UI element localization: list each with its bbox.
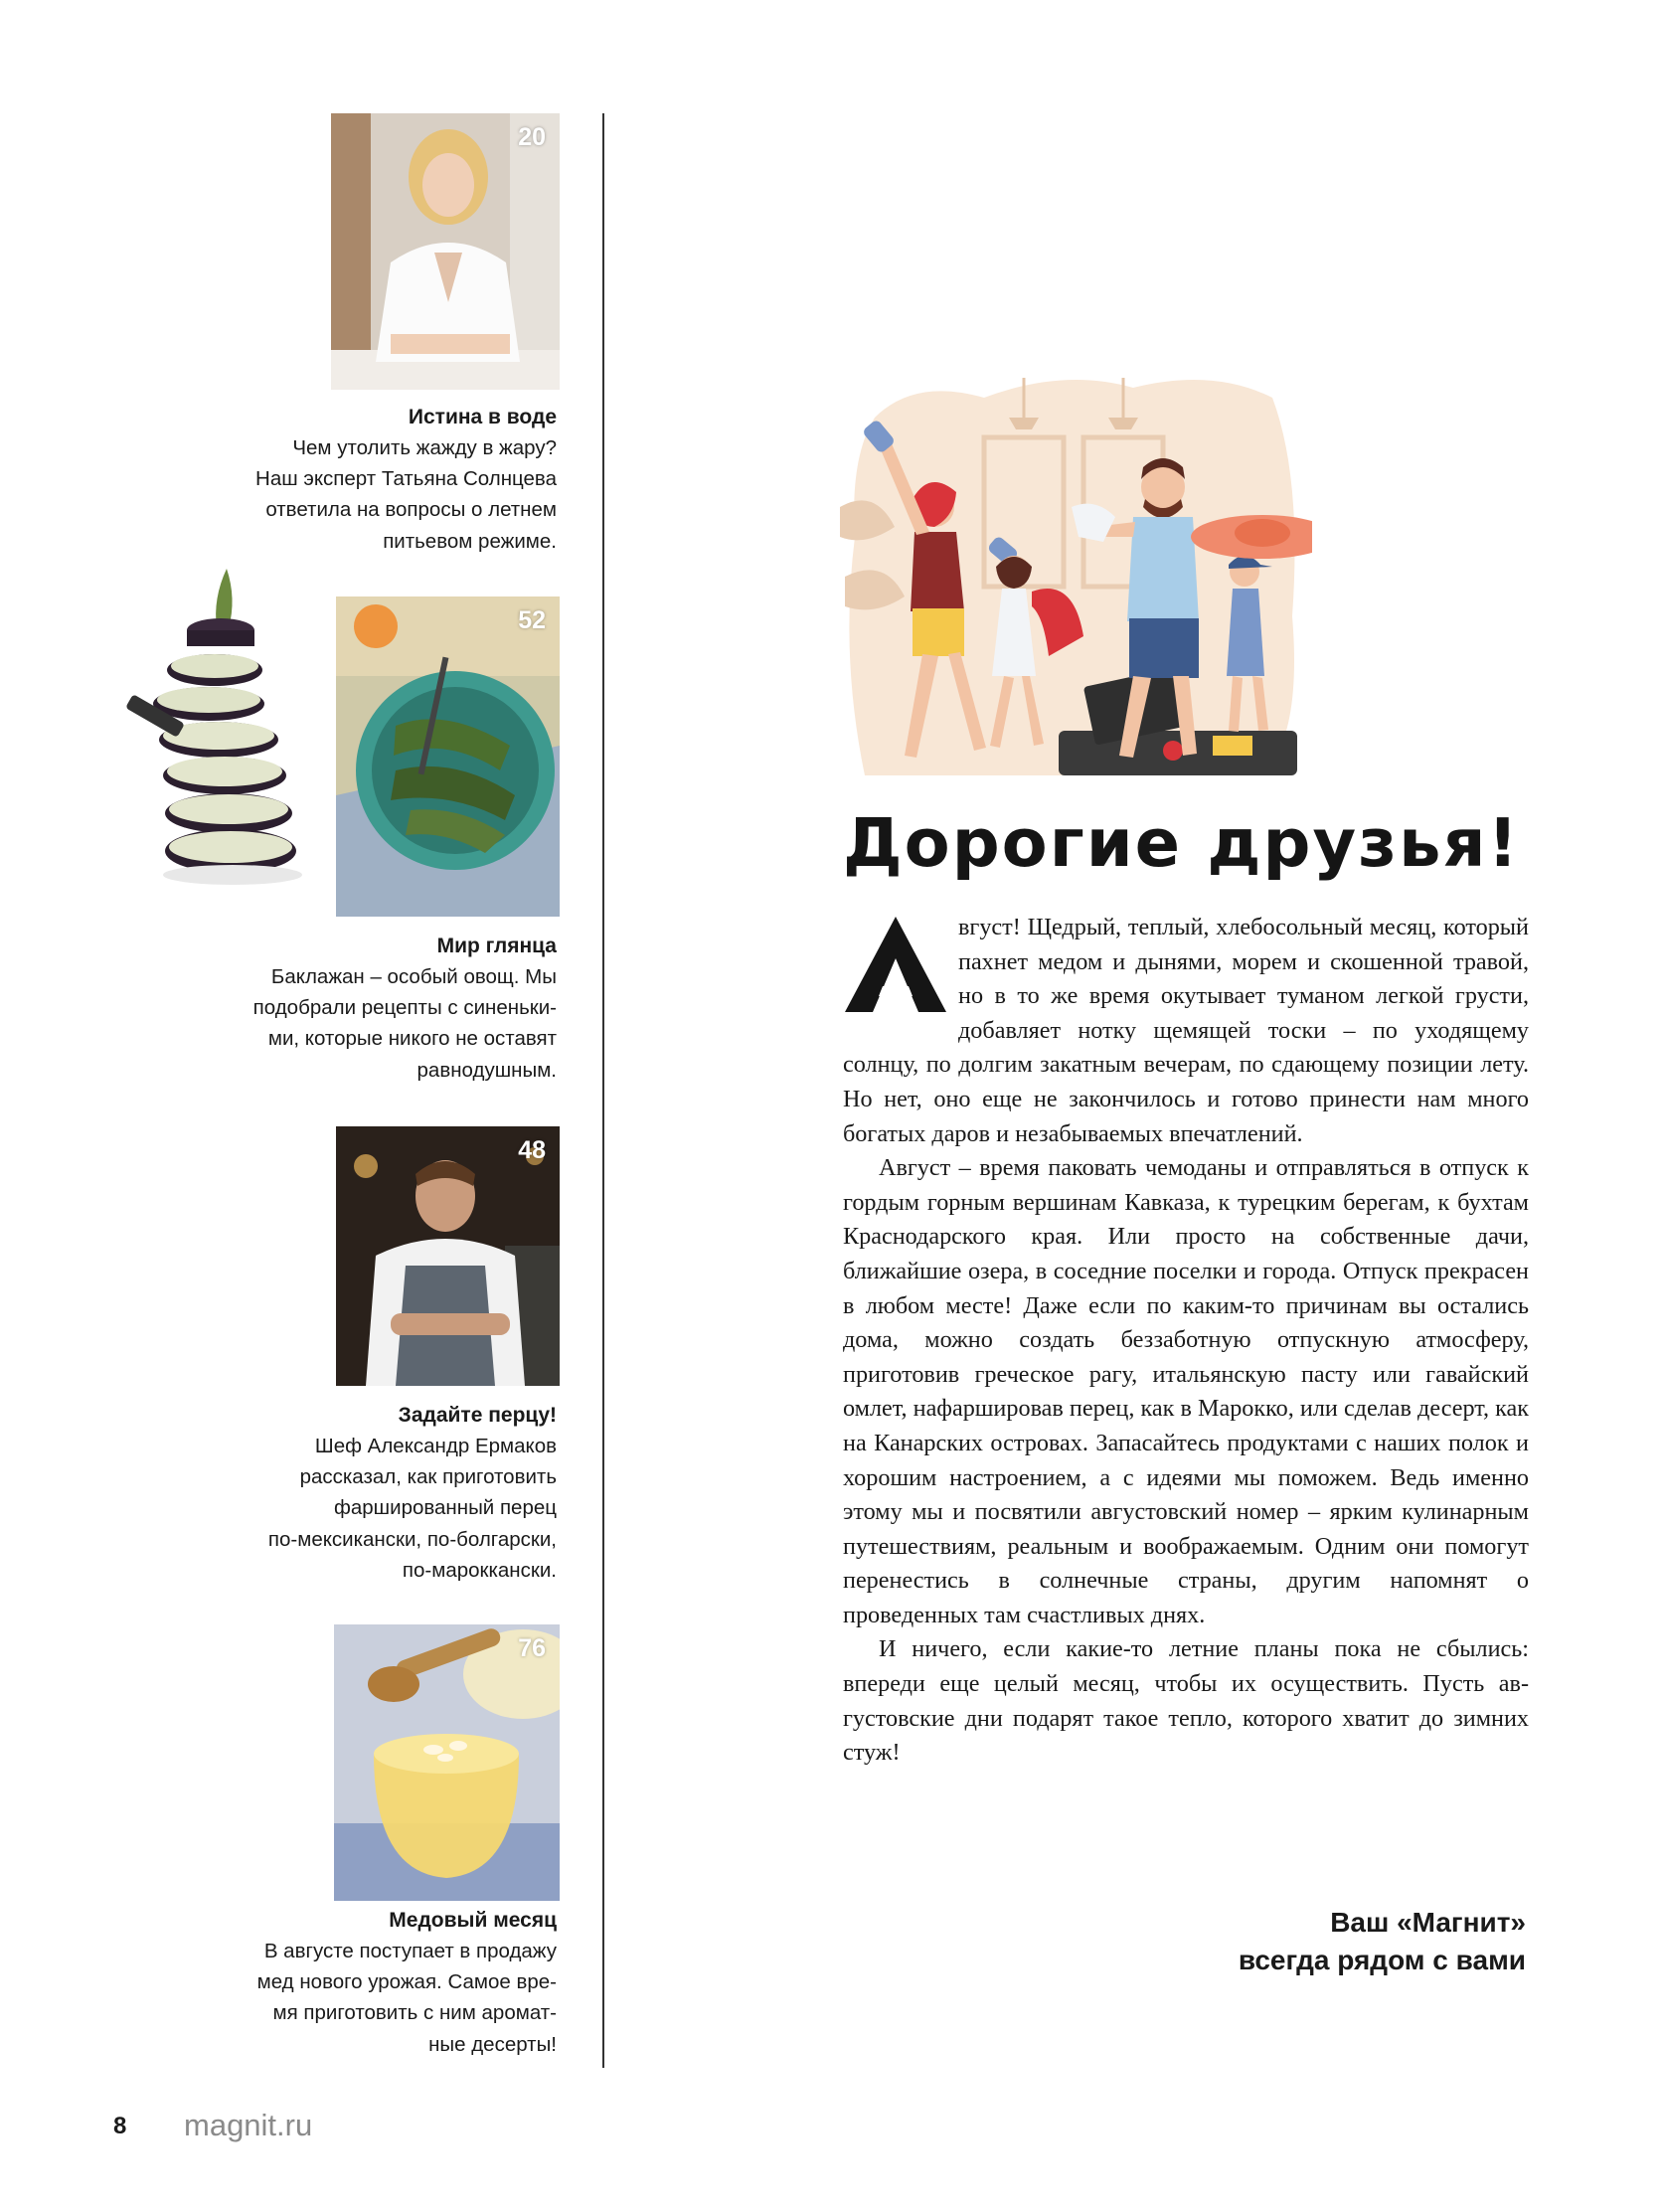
toc-line: по-мароккански. <box>402 1558 557 1582</box>
column-divider <box>602 113 604 2068</box>
toc-line: мя приготовить с ним аромат- <box>272 2001 557 2025</box>
page-number-badge: 20 <box>518 123 546 151</box>
toc-description <box>219 432 557 557</box>
page-number-badge: 52 <box>518 606 546 634</box>
letter-headline: Дорогие друзья! <box>843 804 1521 882</box>
page-number-badge: 48 <box>518 1136 546 1164</box>
toc-line: ответила на вопросы о летнем <box>265 498 557 522</box>
toc-description <box>219 1431 557 1586</box>
letter-paragraph-text: вгуст! Щедрый, теплый, хлебосольный месяц, который пахнет медом и дынями, морем и скошенной травой, но в то же время окутывает туманом легкой грусти, добавляет нотку щемящей тоски – по уходящему солнцу, по долгим закатным вечерам, по сдающему позиции лету. Но нет, оно еще не закончилось и готово принести нам много богатых даров и незабываемых впечатлений. <box>843 914 1529 1147</box>
toc-line: равнодушным. <box>416 1058 557 1082</box>
toc-line: ми, которые никого не оставят <box>267 1027 557 1051</box>
toc-item-pepper[interactable] <box>219 1400 557 1586</box>
grilled-eggplant-photo <box>336 596 560 917</box>
toc-item-water[interactable] <box>219 402 557 557</box>
toc-line: питьевом режиме. <box>383 529 557 553</box>
toc-item-eggplant[interactable] <box>219 931 557 1086</box>
letter-paragraph <box>843 911 1529 1151</box>
toc-line: ные десерты! <box>428 2032 557 2056</box>
letter-paragraph: И ничего, если какие-то летние планы пока не сбылись: впереди еще целый месяц, чтобы их осуществить. Пусть августовские дни подарят такое тепло, которого хватит до зимних стуж! <box>843 1635 1529 1767</box>
dropcap-letter <box>843 915 948 1014</box>
site-link[interactable]: magnit.ru <box>184 2108 313 2142</box>
toc-line: Шеф Александр Ермаков <box>314 1435 557 1457</box>
toc-line: Наш эксперт Татьяна Солнцева <box>255 467 557 491</box>
toc-title: Истина в воде <box>408 406 557 428</box>
signature-line: Ваш «Магнит» <box>1330 1907 1526 1938</box>
toc-line: Чем утолить жажду в жару? <box>292 436 557 459</box>
toc-title: Медовый месяц <box>389 1909 557 1932</box>
family-packing-illustration <box>835 358 1312 795</box>
toc-item-honey[interactable] <box>219 1905 557 2060</box>
letter-signature <box>1239 1904 1526 1979</box>
toc-line: по-мексикански, по-болгарски, <box>267 1527 557 1551</box>
toc-title: Задайте перцу! <box>398 1404 557 1427</box>
toc-description <box>219 1936 557 2060</box>
eggplant-stack-photo <box>117 559 316 897</box>
page-number-badge: 76 <box>518 1634 546 1662</box>
toc-line: подобрали рецепты с синеньки- <box>252 996 557 1020</box>
honey-dessert-photo <box>334 1624 560 1901</box>
toc-title: Мир глянца <box>436 935 557 957</box>
expert-photo <box>331 113 560 390</box>
toc-line: мед нового урожая. Самое вре- <box>256 1970 557 1994</box>
signature-line: всегда рядом с вами <box>1238 1945 1526 1975</box>
toc-description <box>219 961 557 1086</box>
editorial-letter <box>843 911 1529 1771</box>
page-number: 8 <box>113 2113 127 2139</box>
chef-photo <box>336 1126 560 1386</box>
toc-line: рассказал, как приготовить <box>299 1465 557 1489</box>
toc-line: Баклажан – особый овощ. Мы <box>270 965 557 988</box>
toc-line: В августе поступает в продажу <box>263 1940 557 1962</box>
letter-paragraph: Август – время паковать чемоданы и отправляться в отпуск к гордым горным вершинам Кавказа, к турецким берегам, к бухтам Краснодарского края. Или просто на собственные дачи, ближайшие озера, в соседние поселки и города. Отпуск прекрасен в любом месте! Даже если по каким-то причинам вы остались дома, можно создать беззаботную отпускную атмосферу, приготовив греческое рагу, итальянскую пасту или гавайский омлет, нафаршировав перец, как в Марокко, или сделав десерт, как на Канарских островах. Запасайтесь продуктами с наших полок и хорошим настроением, а с идеями мы поможем. Ведь именно этому мы и посвятили августовский номер – ярким кулинарным путешествиям, реальным и воображаемым. Одним они помогут перенестись в солнечные страны, другим напомнят о проведенных там счастливых днях. <box>843 1154 1529 1628</box>
toc-line: фаршированный перец <box>334 1496 557 1520</box>
